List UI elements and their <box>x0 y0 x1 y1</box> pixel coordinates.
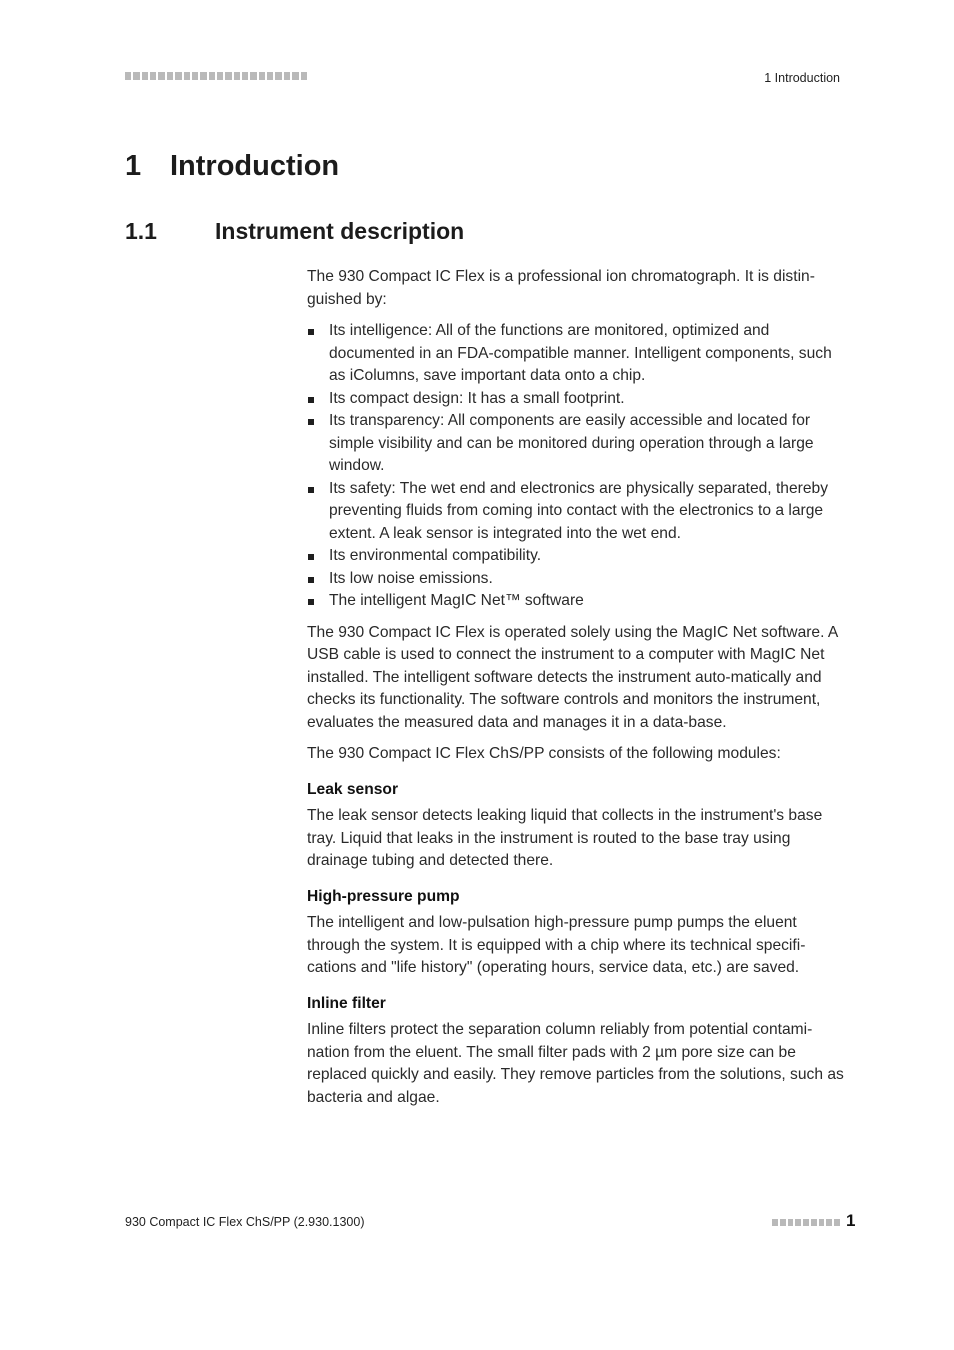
running-header: 1 Introduction <box>764 71 840 85</box>
list-item: Its environmental compatibility. <box>307 545 847 568</box>
modules-paragraph: The 930 Compact IC Flex ChS/PP consists of the following modules: <box>307 745 781 762</box>
leak-sensor-text: The leak sensor detects leaking liquid that collects in the instrument's base tray. Liquid that leaks in the instrument is routed to the base tray using drainage tubing and detected there. <box>307 807 823 869</box>
bullet-square-icon <box>308 397 314 403</box>
bullet-square-icon <box>308 419 314 425</box>
list-item: Its transparency: All components are easily accessible and located for simple visibility and can be monitored during operation through a large window. <box>307 410 847 478</box>
intro-paragraph: The 930 Compact IC Flex is a professional ion chromatograph. It is distin-guished by: <box>307 268 815 308</box>
pump-text: The intelligent and low-pulsation high-pressure pump pumps the eluent through the system. It is equipped with a chip where its technical specifi-cations and "life history" (operating hours, service data, etc.) are saved. <box>307 914 806 976</box>
footer-document-title: 930 Compact IC Flex ChS/PP (2.930.1300) <box>125 1215 365 1229</box>
section-title: Instrument description <box>215 218 465 244</box>
chapter-number: 1 <box>125 150 142 182</box>
header-decoration-marks <box>125 72 307 80</box>
body-text <box>307 266 847 1118</box>
software-paragraph: The 930 Compact IC Flex is operated solely using the MagIC Net software. A USB cable is used to connect the instrument to a computer with MagIC Net installed. The intelligent software detects the instrument auto-matically and checks its functionality. The software controls and monitors the instrument, evaluates the measured data and manages it in a data-base. <box>307 623 838 731</box>
list-item: Its compact design: It has a small footprint. <box>307 388 847 411</box>
bullet-square-icon <box>308 554 314 560</box>
inline-filter-text: Inline filters protect the separation column reliably from potential contami-nation from the eluent. The small filter pads with 2 µm pore size can be replaced quickly and easily. They remove particles from the solutions, such as bacteria and algae. <box>307 1021 844 1106</box>
bullet-square-icon <box>308 577 314 583</box>
bullet-square-icon <box>308 329 314 335</box>
list-item: The intelligent MagIC Net™ software <box>307 590 847 613</box>
list-item: Its intelligence: All of the functions are monitored, optimized and documented in an FDA-compatible manner. Intelligent components, such as iColumns, save important data onto a chip. <box>307 320 847 388</box>
inline-filter-heading: Inline filter <box>307 994 386 1012</box>
list-item: Its safety: The wet end and electronics are physically separated, thereby preventing fluids from coming into contact with the electronics to a large extent. A leak sensor is integrated into the wet end. <box>307 478 847 546</box>
pump-heading: High-pressure pump <box>307 887 460 905</box>
bullet-square-icon <box>308 599 314 605</box>
page-number: 1 <box>846 1211 856 1230</box>
chapter-title: Introduction <box>170 150 340 182</box>
feature-list <box>307 320 847 613</box>
section-heading <box>125 218 464 245</box>
list-item: Its low noise emissions. <box>307 568 847 591</box>
bullet-square-icon <box>308 487 314 493</box>
section-number: 1.1 <box>125 218 157 244</box>
leak-sensor-heading: Leak sensor <box>307 780 399 798</box>
chapter-heading <box>125 150 339 183</box>
footer-decoration-marks <box>772 1219 840 1226</box>
